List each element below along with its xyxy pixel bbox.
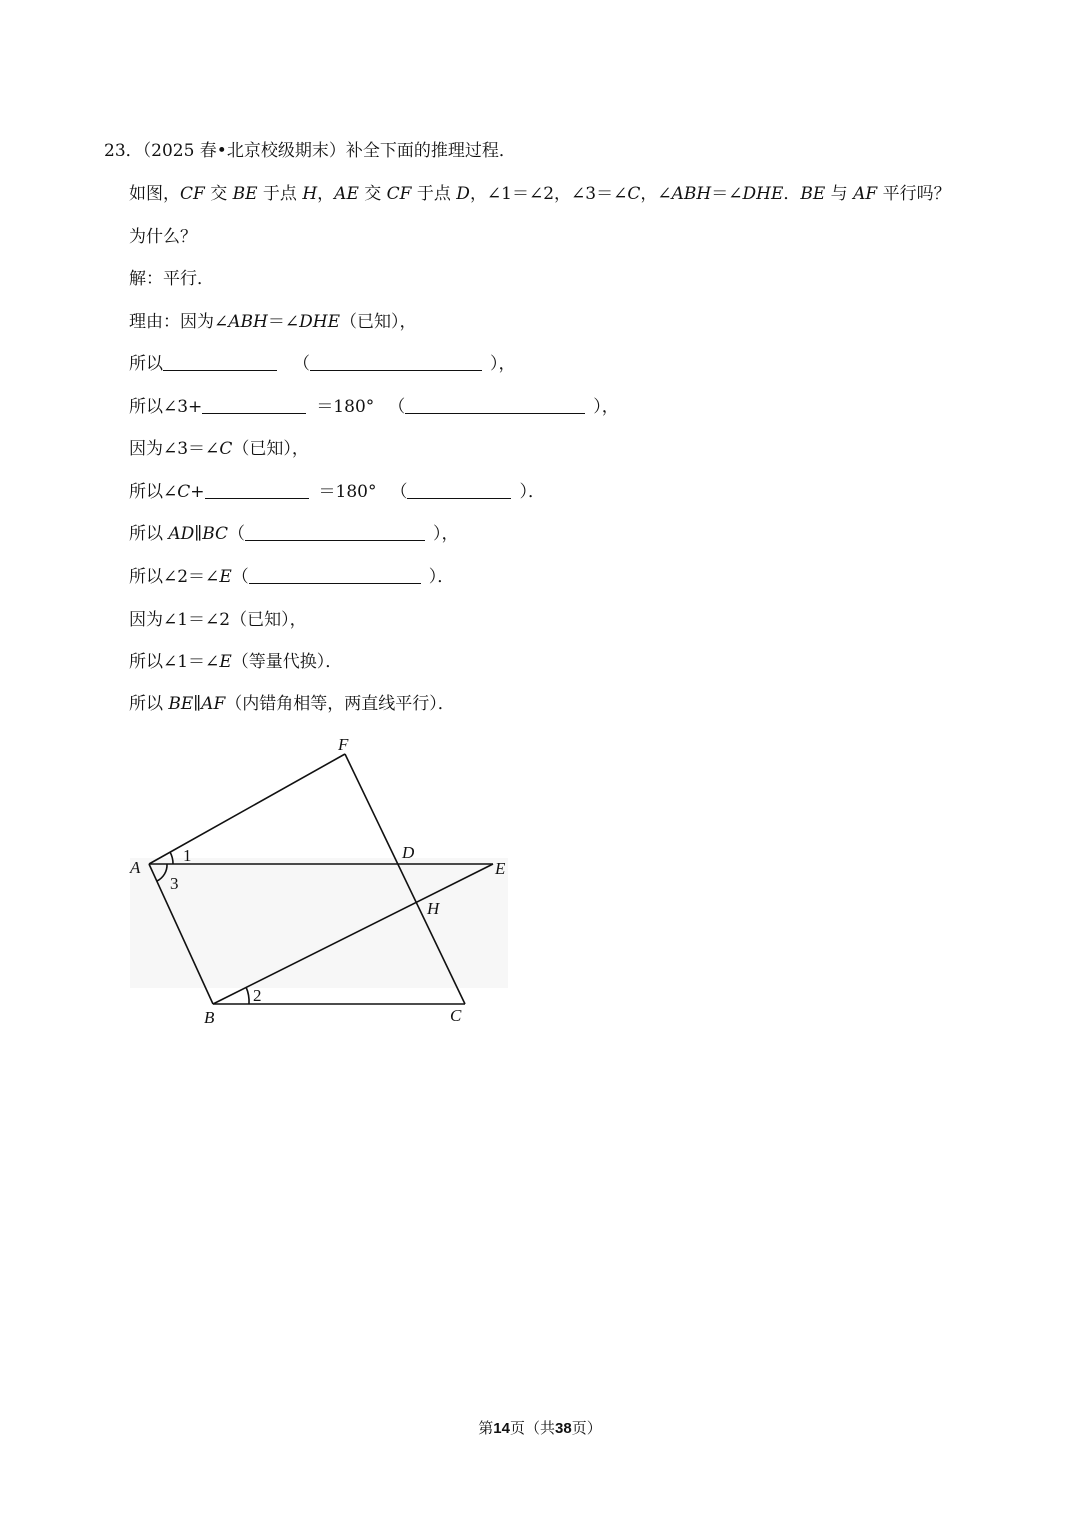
stem-var: D [456, 184, 470, 204]
reason-blank[interactable] [310, 352, 482, 371]
text: ）， [490, 354, 516, 374]
text: （ [390, 482, 408, 502]
stem-text: 交 [204, 184, 233, 204]
text: （ [231, 567, 249, 587]
segment-af [149, 754, 345, 864]
var: BE [168, 694, 194, 714]
stem-text: 与 [825, 184, 854, 204]
var: BC [202, 524, 229, 544]
stem-text: 交 [358, 184, 387, 204]
text: （已知）， [232, 439, 309, 459]
reason-blank[interactable] [405, 395, 585, 414]
text: ）， [433, 524, 459, 544]
solution-line-1 [129, 310, 416, 334]
reason-blank[interactable] [407, 480, 511, 499]
page-number: 14 [493, 1420, 510, 1437]
solution-answer: 解：平行． [129, 269, 214, 289]
question-number: 23． [104, 141, 143, 161]
stem-text: 于点 [411, 184, 457, 204]
text: （ [388, 397, 406, 417]
var: E [219, 652, 232, 672]
text: ＝∠ [267, 312, 300, 332]
text: 所以∠3+ [129, 397, 203, 417]
text: （已知）， [339, 312, 417, 332]
var: DHE [299, 312, 340, 332]
label-h: H [427, 899, 440, 918]
label-angle-2: 2 [253, 986, 262, 1005]
footer-text: 页） [571, 1419, 602, 1437]
label-a: A [130, 858, 141, 877]
text: ）． [519, 482, 545, 502]
label-f: F [338, 735, 349, 754]
stem-var: AF [853, 184, 878, 204]
text: （等量代换）． [231, 652, 343, 672]
answer-blank[interactable] [163, 352, 277, 371]
label-e: E [495, 859, 506, 878]
figure-background [130, 858, 508, 988]
text: 因为∠3＝∠ [129, 439, 220, 459]
solution-line-6 [129, 522, 459, 546]
stem-var: ABH [671, 184, 712, 204]
solution-line-4 [129, 437, 309, 461]
question-stem [129, 182, 951, 206]
solution-line-2 [129, 352, 516, 376]
stem-text: 如图， [129, 184, 180, 204]
solution-line-10 [129, 692, 455, 716]
solution-line-5 [129, 480, 545, 504]
footer-text: 第 [478, 1419, 494, 1437]
var: C [219, 439, 233, 459]
stem-var: AE [334, 184, 359, 204]
stem-text: ． [783, 184, 801, 204]
stem-var: BE [232, 184, 258, 204]
solution-line-7 [129, 565, 454, 589]
label-angle-3: 3 [170, 874, 179, 893]
stem-var: CF [180, 184, 205, 204]
stem-var: C [627, 184, 641, 204]
stem-var: H [302, 184, 318, 204]
stem-text: ， [317, 184, 335, 204]
stem-text: ，∠1＝∠2，∠3＝∠ [469, 184, 628, 204]
var: ABH [228, 312, 268, 332]
text: 所以 [129, 524, 169, 544]
footer-text: 页（共 [509, 1419, 555, 1437]
var: C [177, 482, 191, 502]
label-d: D [402, 843, 415, 862]
solution-line-9 [129, 650, 342, 674]
text: ＝180° [318, 482, 377, 502]
text: ∥ [193, 694, 202, 714]
label-angle-1: 1 [183, 846, 192, 865]
text: 所以∠2＝∠ [129, 567, 220, 587]
text: 所以 [129, 354, 163, 374]
label-c: C [450, 1006, 462, 1025]
stem-text: 于点 [257, 184, 303, 204]
text: 所以∠1＝∠ [129, 652, 220, 672]
stem-text: 平行吗？ [877, 184, 951, 204]
stem-text: ，∠ [640, 184, 672, 204]
answer-blank[interactable] [202, 395, 306, 414]
stem-var: CF [386, 184, 412, 204]
text: 所以∠ [129, 482, 178, 502]
reason-blank[interactable] [245, 522, 425, 541]
text: + [190, 482, 205, 502]
question-header [104, 139, 516, 163]
page-total: 38 [555, 1420, 572, 1437]
reason-blank[interactable] [249, 565, 421, 584]
text: 所以 [129, 694, 169, 714]
text: ）， [593, 397, 619, 417]
text: ∥ [194, 524, 203, 544]
label-b: B [204, 1008, 215, 1027]
solution-line-3 [129, 395, 619, 419]
question-stem-cont: 为什么？ [129, 227, 197, 247]
text: （ [228, 524, 246, 544]
stem-var: BE [800, 184, 826, 204]
solution-line-8: 因为∠1＝∠2（已知）， [129, 610, 307, 630]
text: （内错角相等，两直线平行）． [225, 694, 455, 714]
var: E [219, 567, 232, 587]
page-footer [0, 1417, 1080, 1440]
answer-blank[interactable] [205, 480, 309, 499]
text: ＝180° [316, 397, 375, 417]
var: AF [201, 694, 226, 714]
question-instruction: 补全下面的推理过程． [345, 141, 516, 161]
text: 理由：因为∠ [129, 312, 229, 332]
stem-var: DHE [742, 184, 784, 204]
var: AD [168, 524, 195, 544]
geometry-figure [120, 730, 520, 1030]
text: （ [293, 354, 310, 374]
angle-2-arc [246, 987, 249, 1004]
stem-text: ＝∠ [711, 184, 743, 204]
question-source: （2025 春•北京校级期末） [142, 141, 346, 161]
text: ）． [428, 567, 455, 587]
